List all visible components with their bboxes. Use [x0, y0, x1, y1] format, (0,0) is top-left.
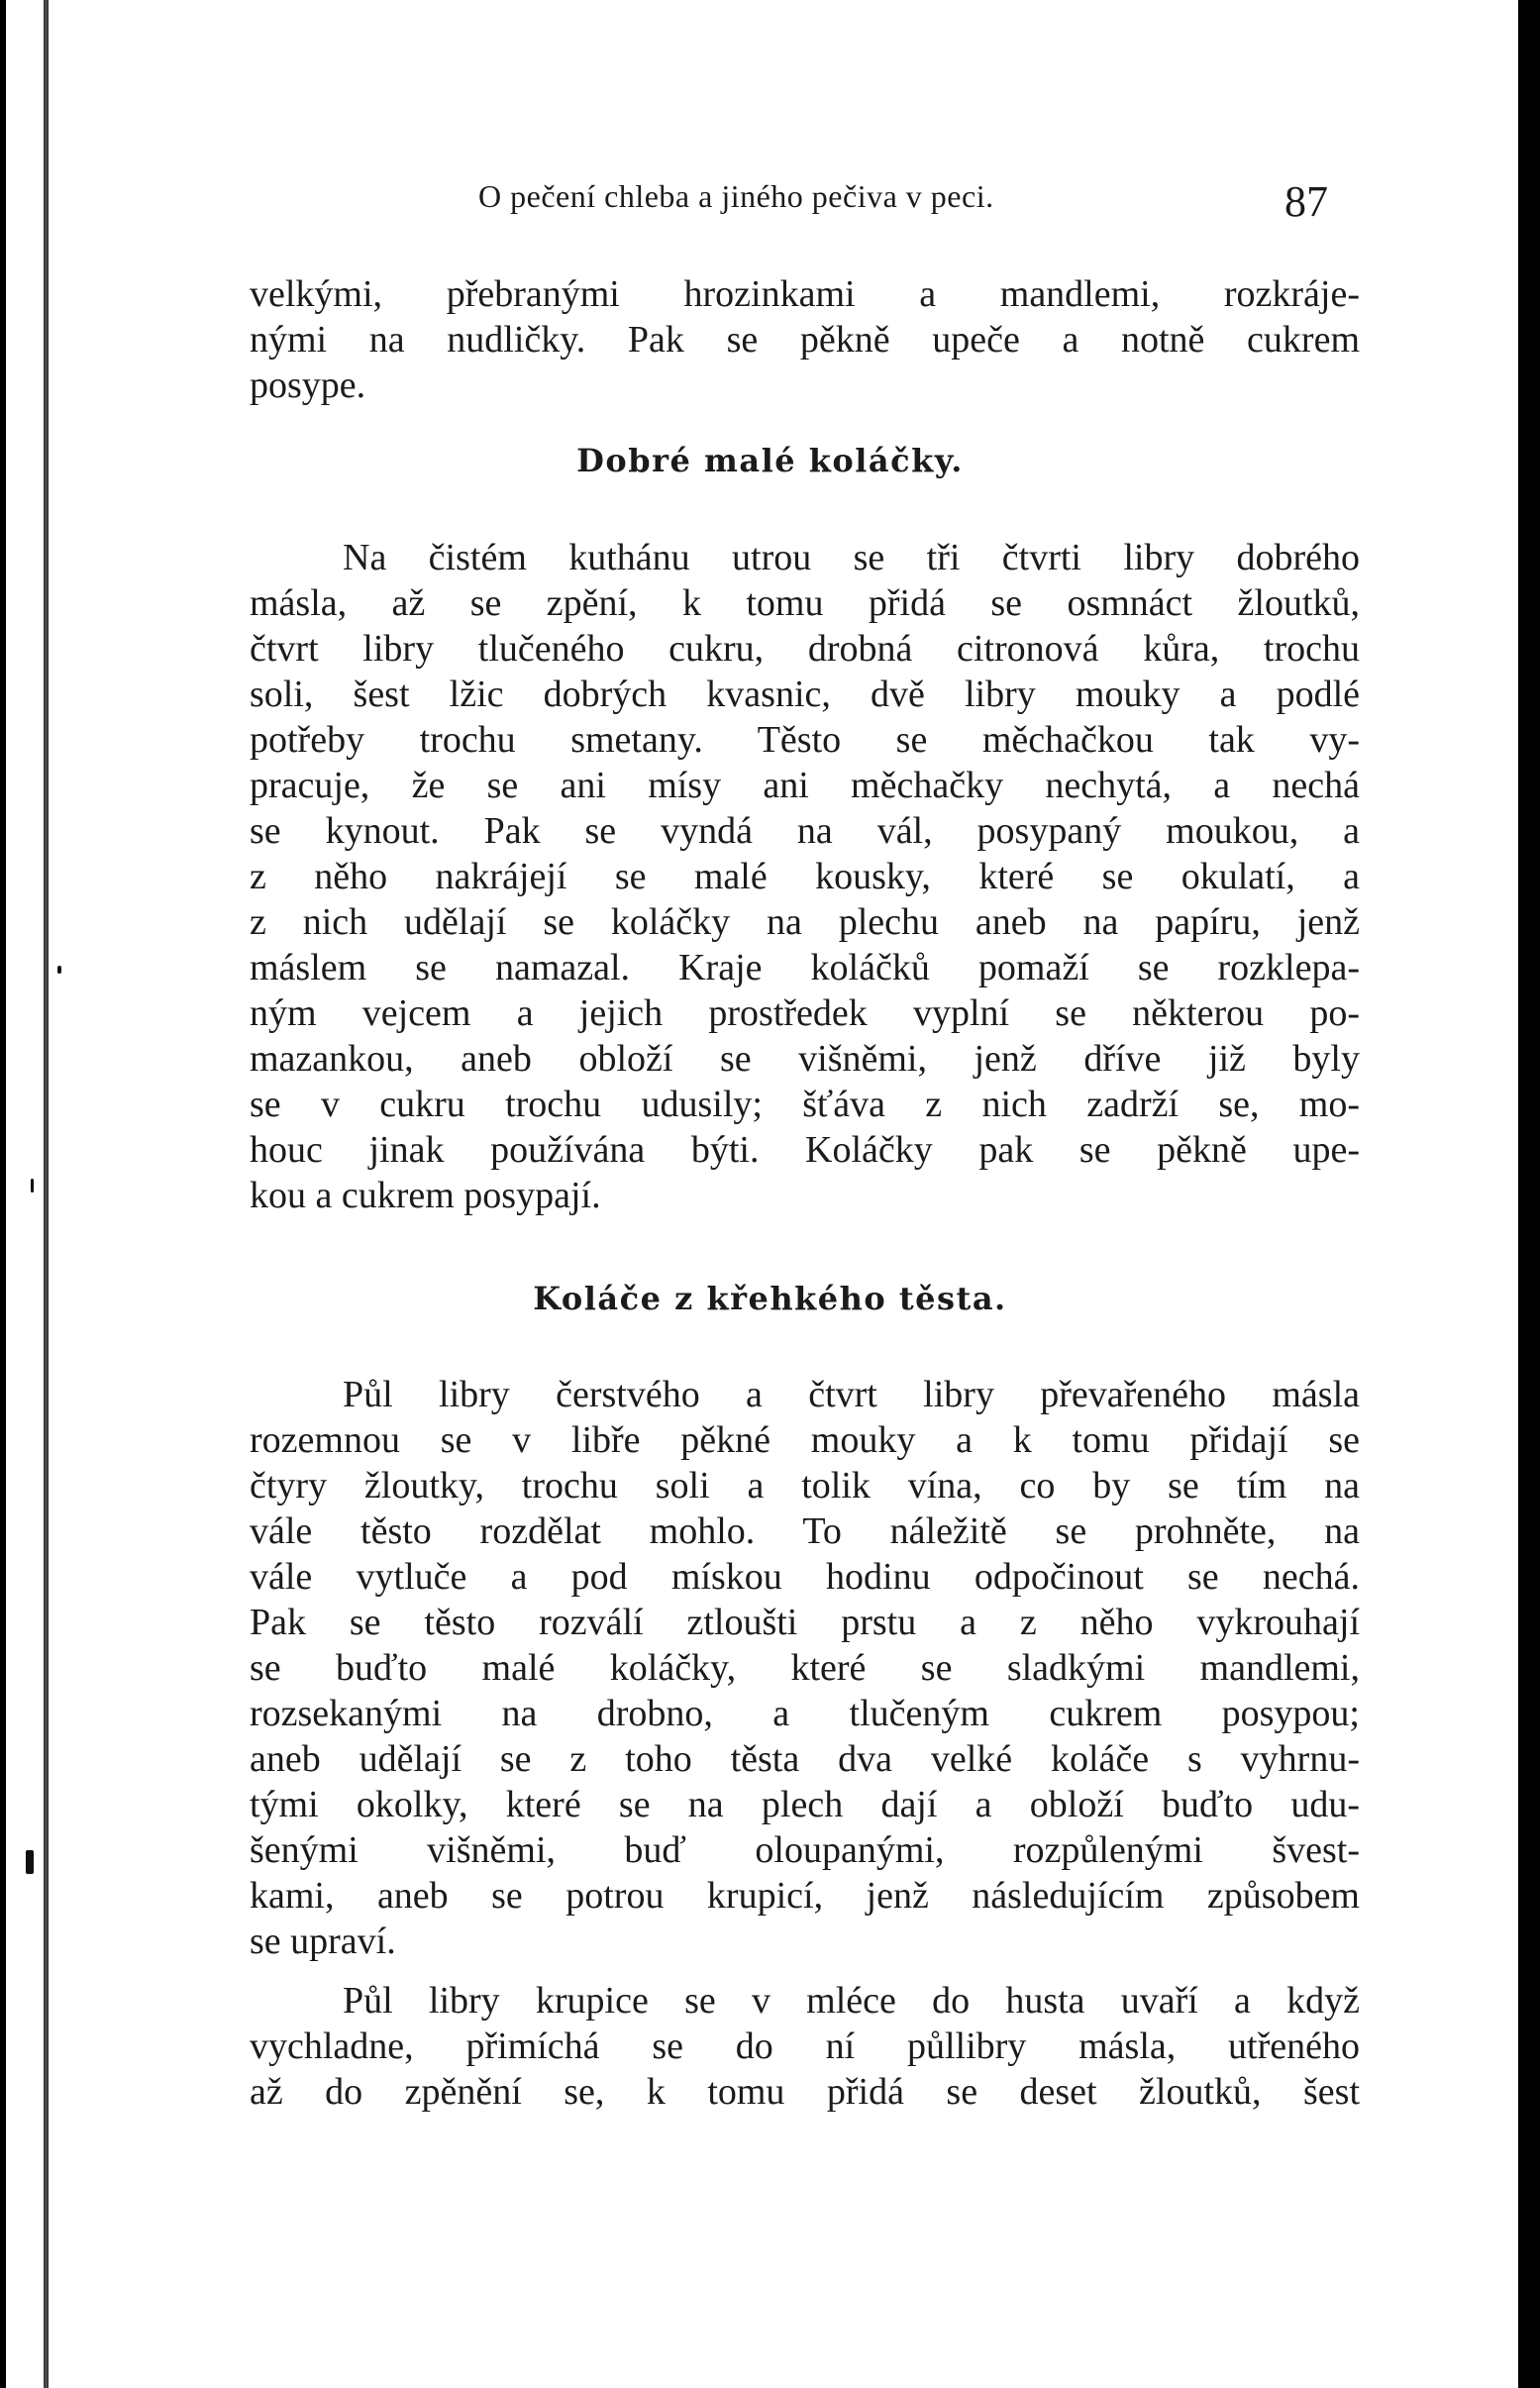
text-line: tými okolky, které se na plech dají a obloží buďto udu-	[250, 1784, 1360, 1825]
binding-gutter-line	[44, 0, 49, 2388]
text-line: másla, až se zpění, k tomu přidá se osmnáct žloutků,	[250, 582, 1360, 624]
paragraph-2	[250, 1372, 1360, 1964]
text-line: z něho nakrájejí se malé kousky, které se okulatí, a	[250, 856, 1360, 897]
section-heading-1: Dobré malé koláčky.	[576, 442, 964, 479]
section-heading-2: Koláče z křehkého těsta.	[533, 1280, 1007, 1317]
text-line: se buďto malé koláčky, které se sladkými mandlemi,	[250, 1647, 1360, 1689]
text-line: nými na nudličky. Pak se pěkně upeče a notně cukrem	[250, 319, 1360, 361]
text-line: rozemnou se v libře pěkné mouky a k tomu přidají se	[250, 1419, 1360, 1461]
text-line: mazankou, aneb obloží se višněmi, jenž dříve již byly	[250, 1038, 1360, 1080]
text-line: rozsekanými na drobno, a tlučeným cukrem posypou;	[250, 1693, 1360, 1734]
scan-speck	[31, 1179, 34, 1193]
text-line: se upraví.	[250, 1921, 396, 1962]
paragraph-1	[250, 535, 1360, 1218]
text-line: se kynout. Pak se vyndá na vál, posypaný moukou, a	[250, 810, 1360, 852]
text-line: vále těsto rozdělat mohlo. To náležitě se prohněte, na	[250, 1510, 1360, 1552]
scan-speck	[57, 966, 61, 974]
page-number: 87	[1284, 177, 1328, 226]
running-header: O pečení chleba a jiného pečiva v peci.	[478, 178, 994, 214]
text-line: z nich udělají se koláčky na plechu aneb na papíru, jenž	[250, 901, 1360, 943]
text-line: šenými višněmi, buď oloupanými, rozpůlenými švest-	[250, 1829, 1360, 1871]
text-line: se v cukru trochu udusily; šťáva z nich zadrží se, mo-	[250, 1084, 1360, 1125]
text-line: až do zpěnění se, k tomu přidá se deset žloutků, šest	[250, 2071, 1360, 2113]
text-line: velkými, přebranými hrozinkami a mandlemi, rozkráje-	[250, 273, 1360, 315]
text-line: pracuje, že se ani mísy ani měchačky nechytá, a nechá	[250, 765, 1360, 806]
text-line: Na čistém kuthánu utrou se tři čtvrti libry dobrého	[343, 537, 1360, 578]
scan-speck	[26, 1850, 34, 1874]
scan-left-edge	[0, 0, 6, 2388]
text-line: houc jinak používána býti. Koláčky pak se pěkně upe-	[250, 1129, 1360, 1171]
text-line: aneb udělají se z toho těsta dva velké koláče s vyhrnu-	[250, 1738, 1360, 1780]
text-line: ným vejcem a jejich prostředek vyplní se některou po-	[250, 992, 1360, 1034]
intro-paragraph	[250, 271, 1360, 408]
text-line: Pak se těsto rozválí ztloušti prstu a z něho vykrouhají	[250, 1602, 1360, 1643]
text-line: potřeby trochu smetany. Těsto se měchačkou tak vy-	[250, 719, 1360, 761]
text-line: máslem se namazal. Kraje koláčků pomaží se rozklepa-	[250, 947, 1360, 988]
text-line: vychladne, přimíchá se do ní půllibry másla, utřeného	[250, 2025, 1360, 2067]
text-line: kou a cukrem posypají.	[250, 1175, 601, 1216]
text-line: kami, aneb se potrou krupicí, jenž následujícím způsobem	[250, 1875, 1360, 1917]
text-line: čtyry žloutky, trochu soli a tolik vína, co by se tím na	[250, 1465, 1360, 1506]
paragraph-3	[250, 1978, 1360, 2115]
scan-right-edge	[1518, 0, 1540, 2388]
text-line: posype.	[250, 364, 366, 406]
text-line: Půl libry čerstvého a čtvrt libry převařeného másla	[343, 1374, 1360, 1415]
text-line: Půl libry krupice se v mléce do husta uvaří a když	[343, 1980, 1360, 2022]
text-line: čtvrt libry tlučeného cukru, drobná citronová kůra, trochu	[250, 628, 1360, 670]
text-line: vále vytluče a pod mískou hodinu odpočinout se nechá.	[250, 1556, 1360, 1598]
text-line: soli, šest lžic dobrých kvasnic, dvě libry mouky a podlé	[250, 674, 1360, 715]
